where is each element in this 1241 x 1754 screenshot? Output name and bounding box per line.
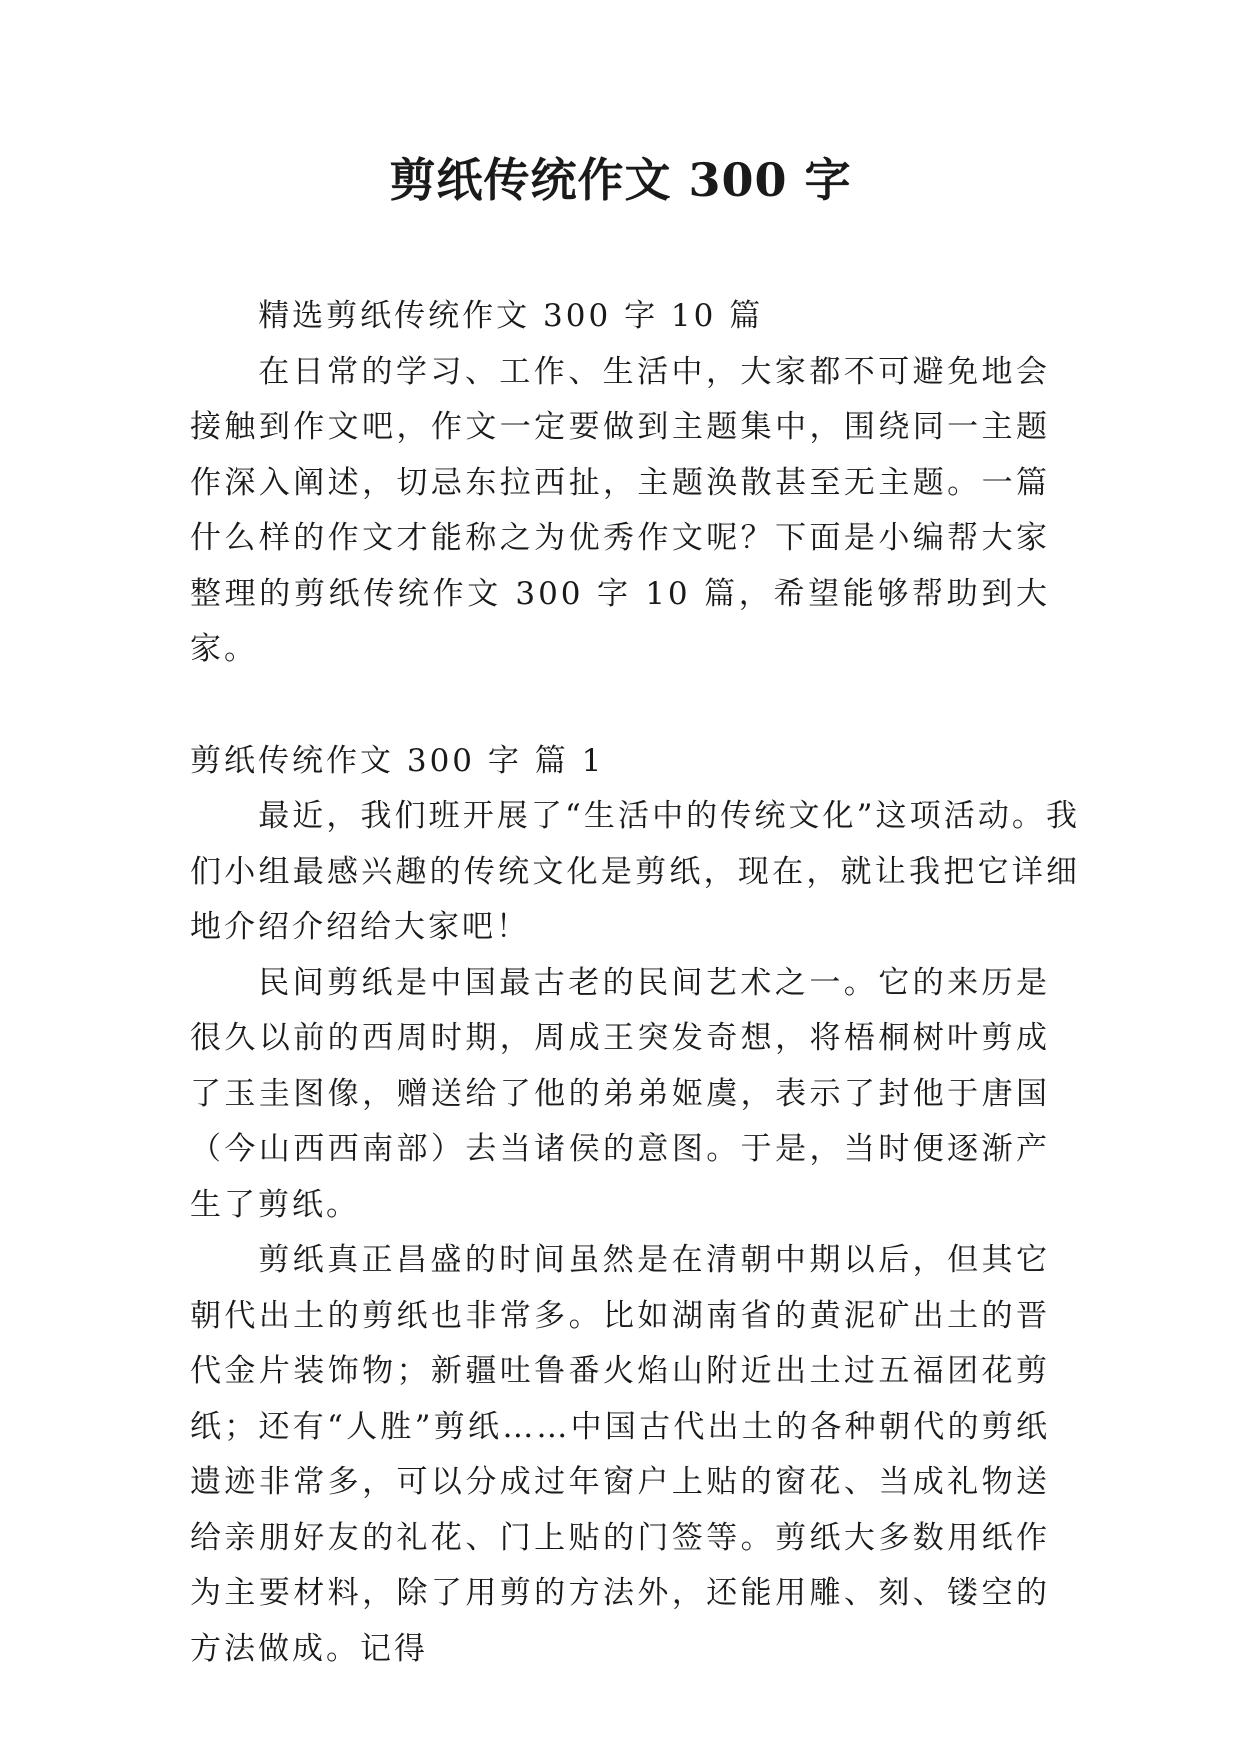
document-body (190, 289, 1080, 1677)
section-heading: 剪纸传统作文 300 字 篇 1 (190, 742, 605, 779)
body-paragraph: 民间剪纸是中国最古老的民间艺术之一。它的来历是很久以前的西周时期，周成王突发奇想，将梧桐树叶剪成了玉圭图像，赠送给了他的弟弟姬虞，表示了封他于唐国（今山西西南部）去当诸侯的意图。于是，当时便逐渐产生了剪纸。 (190, 964, 1050, 1223)
body-paragraph: 剪纸真正昌盛的时间虽然是在清朝中期以后，但其它朝代出土的剪纸也非常多。比如湖南省的黄泥矿出土的晋代金片装饰物；新疆吐鲁番火焰山附近出土过五福团花剪纸；还有“人胜”剪纸……中国古代出土的各种朝代的剪纸遗迹非常多，可以分成过年窗户上贴的窗花、当成礼物送给亲朋好友的礼花、门上贴的门签等。剪纸大多数用纸作为主要材料，除了用剪的方法外，还能用雕、刻、镂空的方法做成。记得 (190, 1242, 1050, 1667)
body-paragraph: 最近，我们班开展了“生活中的传统文化”这项活动。我们小组最感兴趣的传统文化是剪纸，现在，就让我把它详细地介绍介绍给大家吧！ (190, 798, 1080, 945)
document-title: 剪纸传统作文 300 字 (389, 153, 852, 207)
intro-paragraph: 在日常的学习、工作、生活中，大家都不可避免地会接触到作文吧，作文一定要做到主题集中，围绕同一主题作深入阐述，切忌东拉西扯，主题涣散甚至无主题。一篇什么样的作文才能称之为优秀作文呢？下面是小编帮大家整理的剪纸传统作文 300 字 10 篇，希望能够帮助到大家。 (190, 353, 1050, 667)
document-subtitle: 精选剪纸传统作文 300 字 10 篇 (258, 298, 764, 334)
